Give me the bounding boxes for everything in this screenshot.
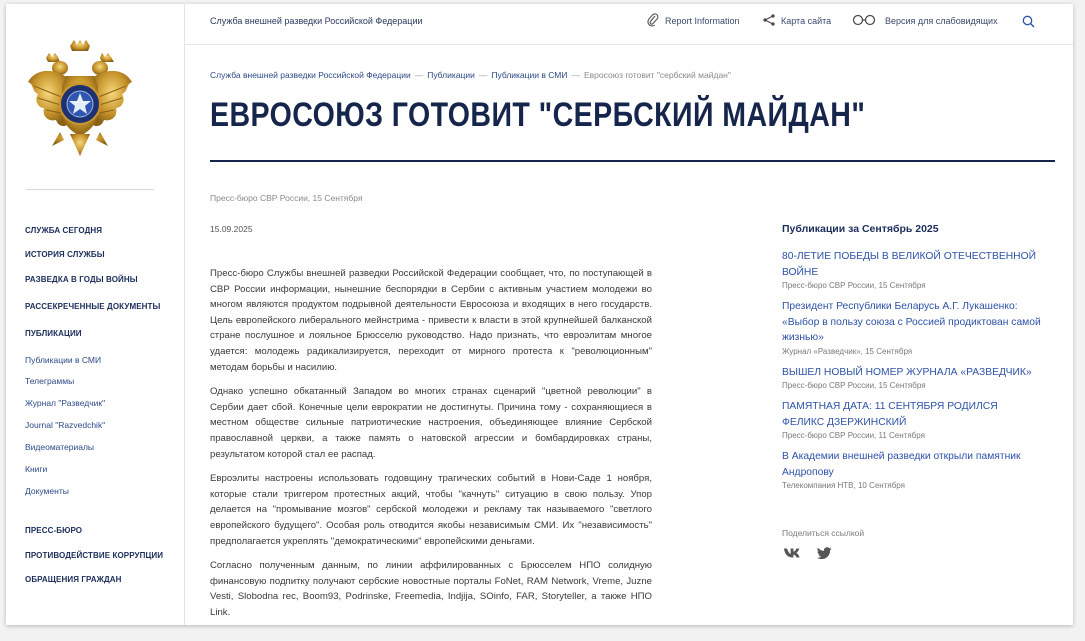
sidebar-divider	[26, 189, 154, 190]
article-paragraph: Согласно полученным данным, по линии аффилированных с Брюсселем НПО солидную финансовую подпитку получают сербские новостные порталы FoNet, RAM Network, Vreme, Juzne Vesti, Slobodna rec, Boom93, Podrinske, Freemedia, Indjija, SOinfo, FAR, Storyteller, а также НПО Link.	[210, 560, 652, 618]
sidebar-item-declassified[interactable]: РАССЕКРЕЧЕННЫЕ ДОКУМЕНТЫ	[25, 302, 161, 311]
breadcrumb-current: Евросоюз готовит "сербский майдан"	[584, 70, 731, 80]
publication-link[interactable]: 80-ЛЕТИЕ ПОБЕДЫ В ВЕЛИКОЙ ОТЕЧЕСТВЕННОЙ ВОЙНЕ	[782, 251, 1036, 278]
publication-source: Пресс-бюро СВР России, 15 Сентября	[782, 281, 926, 290]
article-paragraph: Пресс-бюро Службы внешней разведки Российской Федерации сообщает, что, по поступающей в СВР России информации, нынешние беспорядки в Сербии с активным участием молодежи во многом являются продуктом подрывной деятельности Евросоюза и входящих в него государств. Цель европейского либерального мейнстрима - привести к власти в этой крупнейшей балканской стране послушное и лояльное Брюсселю руководство. Надо признать, что евроэлитам многое удается: молодежь радикализируется, переходит от мирного протеста к "революционным" методам борьбы и насилию.	[210, 268, 652, 373]
publications-panel	[782, 223, 1042, 499]
sidebar-item-service-today[interactable]: СЛУЖБА СЕГОДНЯ	[25, 226, 103, 235]
breadcrumb-home[interactable]: Служба внешней разведки Российской Федерации	[210, 70, 411, 80]
publication-source: Телекомпания НТВ, 10 Сентября	[782, 481, 905, 490]
title-divider	[210, 160, 1055, 162]
sidebar-item-citizen-appeals[interactable]: ОБРАЩЕНИЯ ГРАЖДАН	[25, 575, 122, 584]
top-bar	[184, 4, 1073, 45]
sidebar-subitem-journal-en[interactable]: Journal "Razvedchik"	[25, 420, 106, 430]
breadcrumb-publications[interactable]: Публикации	[427, 70, 475, 80]
publication-link[interactable]: ПАМЯТНАЯ ДАТА: 11 СЕНТЯБРЯ РОДИЛСЯ ФЕЛИКС ДЗЕРЖИНСКИЙ	[782, 401, 998, 428]
twitter-icon[interactable]	[817, 547, 832, 559]
sidebar-subitem-books[interactable]: Книги	[25, 464, 48, 474]
vk-icon[interactable]	[783, 547, 801, 559]
sidebar-subitem-documents[interactable]: Документы	[25, 486, 69, 496]
sidebar-item-publications[interactable]: ПУБЛИКАЦИИ	[25, 329, 82, 338]
publication-link[interactable]: Президент Республики Беларусь А.Г. Лукашенко: «Выбор в пользу союза с Россией продиктован самой жизнью»	[782, 301, 1041, 343]
publication-link[interactable]: В Академии внешней разведки открыли памятник Андропову	[782, 451, 1021, 478]
publication-item	[782, 449, 1042, 490]
article-paragraph: Однако успешно обкатанный Западом во многих странах сценарий "цветной революции" в Сербии дает сбой. Конечные цели еврократии не достигнуты. Причина тому - сохраняющиеся в местном обществе сильные патриотические настроения, объединяющее влияние Сербской православной церкви, а также память о натовской агрессии и бомбардировках страны, результатом которой стал ее распад.	[210, 386, 652, 460]
share-label: Поделиться ссылкой	[782, 528, 865, 538]
publication-source: Пресс-бюро СВР России, 15 Сентября	[782, 381, 926, 390]
article-paragraph: Евроэлиты настроены использовать годовщину трагических событий в Нови-Саде 1 ноября, которые стали триггером протестных акций, чтобы "качнуть" ситуацию в свою пользу. Упор делается на "промывание мозгов" сербской молодежи и рекламу так называемого "светлого европейского будущего". Особая роль отводится якобы независимым СМИ. Их "независимость" предполагается укреплять "демократическими" европейскими деньгами.	[210, 473, 652, 547]
sidebar-item-anticorruption[interactable]: ПРОТИВОДЕЙСТВИЕ КОРРУПЦИИ	[25, 551, 164, 560]
sidebar-subitem-telegrams[interactable]: Телеграммы	[25, 376, 75, 386]
publication-item	[782, 399, 1042, 440]
publication-item	[782, 299, 1042, 356]
article-source: Пресс-бюро СВР России, 15 Сентября	[210, 193, 363, 203]
sidebar-item-war-intelligence[interactable]: РАЗВЕДКА В ГОДЫ ВОЙНЫ	[25, 275, 138, 284]
glasses-icon[interactable]	[852, 14, 876, 26]
publication-source: Пресс-бюро СВР России, 11 Сентября	[782, 431, 925, 440]
org-name: Служба внешней разведки Российской Федерации	[210, 16, 423, 26]
breadcrumb: Служба внешней разведки Российской Федерации — Публикации — Публикации в СМИ — Евросоюз готовит "сербский майдан"	[210, 70, 731, 80]
publication-source: Журнал «Разведчик», 15 Сентября	[782, 346, 913, 356]
search-icon[interactable]	[1022, 15, 1035, 28]
article-date: 15.09.2025	[210, 224, 253, 234]
sidebar-subitem-media[interactable]: Публикации в СМИ	[25, 355, 102, 365]
sidebar	[6, 4, 185, 625]
breadcrumb-media-publications[interactable]: Публикации в СМИ	[491, 70, 568, 80]
sitemap-link[interactable]: Карта сайта	[781, 16, 832, 26]
article-body	[210, 266, 652, 625]
page-title: ЕВРОСОЮЗ ГОТОВИТ "СЕРБСКИЙ МАЙДАН"	[210, 96, 866, 134]
accessibility-version-link[interactable]: Версия для слабовидящих	[885, 16, 998, 26]
sidebar-item-history[interactable]: ИСТОРИЯ СЛУЖБЫ	[25, 250, 105, 259]
publication-link[interactable]: ВЫШЕЛ НОВЫЙ НОМЕР ЖУРНАЛА «РАЗВЕДЧИК»	[782, 366, 1032, 378]
publication-item	[782, 249, 1042, 290]
publications-heading: Публикации за Сентябрь 2025	[782, 223, 939, 235]
sitemap-icon[interactable]	[762, 13, 776, 27]
page	[6, 4, 1073, 625]
paperclip-icon[interactable]	[647, 13, 659, 27]
report-information-link[interactable]: Report Information	[665, 16, 740, 26]
publication-item	[782, 365, 1042, 391]
emblem-logo[interactable]	[24, 38, 136, 160]
sidebar-item-press-bureau[interactable]: ПРЕСС-БЮРО	[25, 526, 83, 535]
sidebar-subitem-journal-ru[interactable]: Журнал "Разведчик"	[25, 398, 106, 408]
sidebar-subitem-video[interactable]: Видеоматериалы	[25, 442, 95, 452]
